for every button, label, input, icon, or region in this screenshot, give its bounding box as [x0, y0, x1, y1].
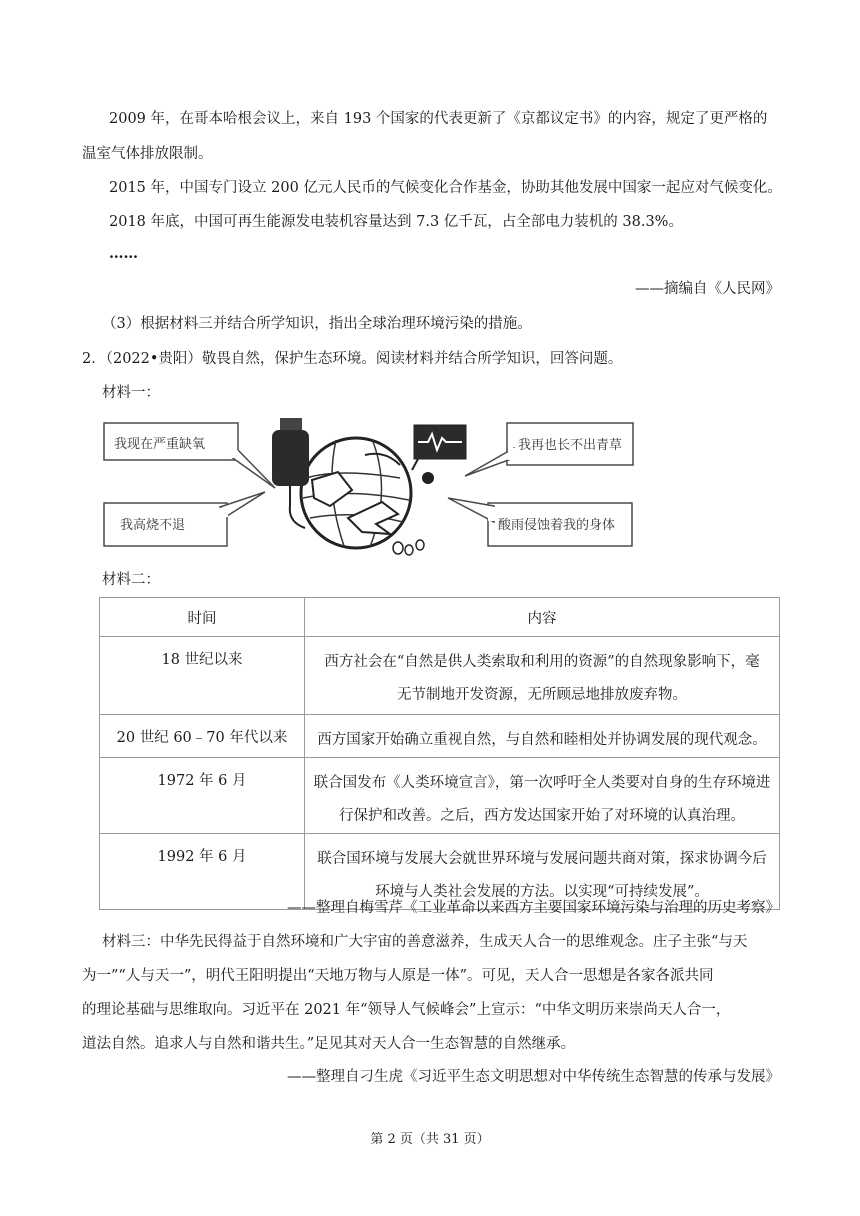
content-line: 行保护和改善。之后，西方发达国家开始了对环境的认真治理。	[339, 808, 745, 824]
history-table	[99, 597, 780, 910]
content-line: 联合国发布《人类环境宣言》，第一次呼吁全人类要对自身的生存环境进	[313, 775, 771, 791]
content-line: 联合国环境与发展大会就世界环境与发展问题共商对策，探求协调今后	[317, 851, 767, 867]
header-content: 内容	[305, 598, 780, 637]
bubble-tl-text: 我现在严重缺氧	[114, 437, 206, 452]
material-3-line3: 的理论基础与思维取向。习近平在 2021 年“领导人气候峰会”上宣示：“中华文明历来崇尚天人合一，	[82, 1002, 731, 1018]
row-content	[305, 637, 780, 715]
paragraph-2015: 2015 年，中国专门设立 200 亿元人民币的气候变化合作基金，协助其他发展中国家一起应对气候变化。	[109, 180, 782, 196]
globe-icon	[301, 438, 411, 548]
row-content	[305, 758, 780, 834]
ellipsis: ……	[109, 245, 138, 262]
question-2-intro: 2．（2022•贵阳）敬畏自然，保护生态环境。阅读材料并结合所学知识，回答问题。	[82, 351, 623, 367]
bubble-br-text: 酸雨侵蚀着我的身体	[498, 518, 616, 533]
bubble-bl-text: 我高烧不退	[120, 518, 186, 533]
row-time: 1972 年 6 月	[100, 758, 305, 834]
paragraph-2018: 2018 年底，中国可再生能源发电装机容量达到 7.3 亿千瓦，占全部电力装机的 38.3%。	[109, 214, 683, 230]
material-2-source: ——整理自梅雪芹《工业革命以来西方主要国家环境污染与治理的历史考察》	[287, 900, 780, 916]
bubble-tr-text: 我再也长不出青草	[518, 438, 623, 453]
material-3-source: ——整理自刁生虎《习近平生态文明思想对中华传统生态智慧的传承与发展》	[287, 1069, 780, 1085]
table-row	[100, 715, 780, 758]
paragraph-2009-line1: 2009 年，在哥本哈根会议上，来自 193 个国家的代表更新了《京都议定书》的内容，规定了更严格的	[109, 111, 768, 127]
material-1-label: 材料一：	[102, 385, 160, 401]
content-line: 环境与人类社会发展的方法。以实现“可持续发展”。	[375, 884, 709, 900]
content-line: 西方社会在“自然是供人类索取和利用的资源”的自然现象影响下，毫	[324, 654, 760, 670]
content-line: 无节制地开发资源，无所顾忌地排放废弃物。	[397, 687, 687, 703]
content-line: 西方国家开始确立重视自然，与自然和睦相处并协调发展的现代观念。	[317, 732, 767, 748]
table-row	[100, 758, 780, 834]
table-header-row	[100, 598, 780, 637]
question-3: （3）根据材料三并结合所学知识，指出全球治理环境污染的措施。	[102, 316, 532, 332]
material-3-line1: 材料三：中华先民得益于自然环境和广大宇宙的善意滋养，生成天人合一的思维观念。庄子主张“与天	[102, 934, 748, 950]
material-3-line4: 道法自然。追求人与自然和谐共生。”足见其对天人合一生态智慧的自然继承。	[82, 1036, 576, 1052]
material-2-label: 材料二：	[102, 572, 160, 588]
row-time: 20 世纪 60﹣70 年代以来	[100, 715, 305, 758]
row-time: 18 世纪以来	[100, 637, 305, 715]
page-footer: 第 2 页（共 31 页）	[370, 1132, 490, 1147]
row-content	[305, 715, 780, 758]
source-renminwang: ——摘编自《人民网》	[635, 281, 780, 297]
paragraph-2009-line2: 温室气体排放限制。	[82, 146, 213, 162]
table-row	[100, 637, 780, 715]
row-time: 1992 年 6 月	[100, 834, 305, 910]
header-time: 时间	[100, 598, 305, 637]
earth-pollution-illustration	[100, 410, 636, 558]
material-3-line2: 为一”“人与天一”，明代王阳明提出“天地万物与人原是一体”。可见，天人合一思想是各家各派共同	[82, 968, 714, 984]
